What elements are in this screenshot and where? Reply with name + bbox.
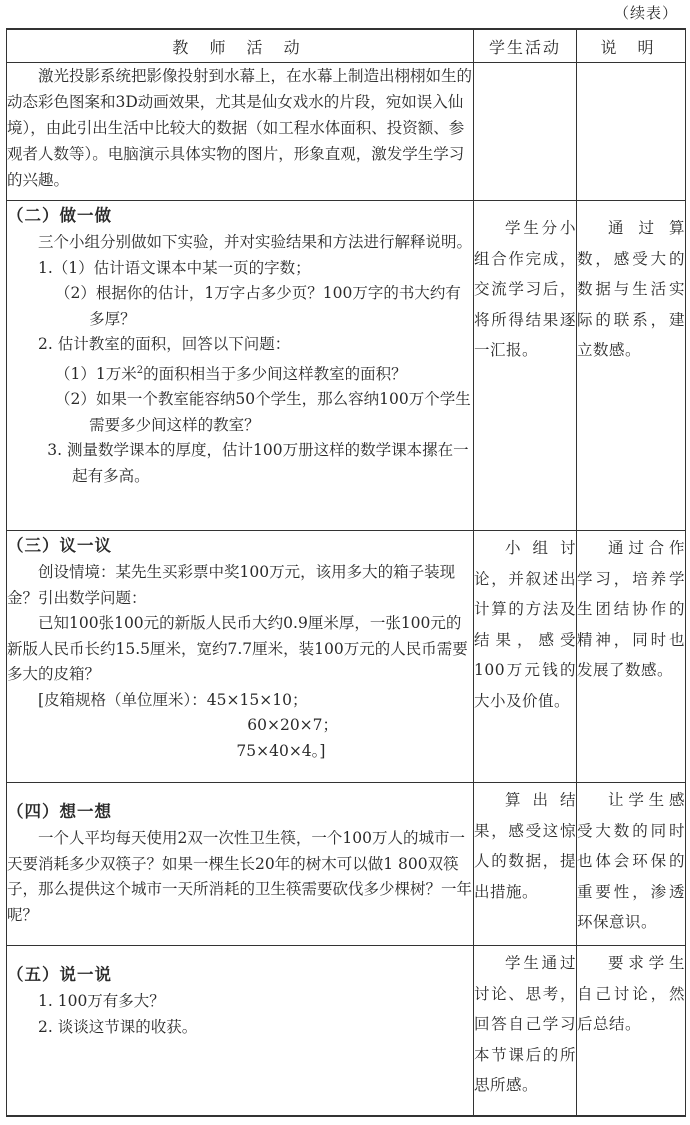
section-2-note: 通过算数，感受大的数据与生活实际的联系，建立数感。 bbox=[577, 219, 685, 359]
header-teacher: 教 师 活 动 bbox=[7, 29, 474, 63]
section-2-student: 学生分小组合作完成，交流学习后，将所得结果逐一汇报。 bbox=[474, 219, 576, 359]
section-4-title: （四）想一想 bbox=[7, 802, 112, 821]
section-5-title: （五）说一说 bbox=[7, 965, 112, 984]
section-3-note: 通过合作学习，培养学生团结协作的精神，同时也发展了数感。 bbox=[577, 539, 685, 679]
intro-text: 激光投影系统把影像投射到水幕上，在水幕上制造出栩栩如生的动态彩色图案和3D动画效果，尤其是仙女戏水的片段，宛如误入仙境），由此引出生活中比较大的数据（如工程水体面积、投资额、参观者人数等）。电脑演示具体实物的图片，形象直观，激发学生学习的兴趣。 bbox=[7, 67, 473, 189]
header-note: 说 明 bbox=[577, 29, 686, 63]
section-3-title: （三）议一议 bbox=[7, 536, 112, 555]
section-2-item-2-2: （2）如果一个教室能容纳50个学生，那么容纳100万个学生需要多少间这样的教室？ bbox=[55, 390, 471, 434]
section-3-student: 小组讨论，并叙述出计算的方法及结果，感受100万元钱的大小及价值。 bbox=[474, 539, 576, 710]
section-3-spec-1: [皮箱规格（单位厘米）：45×15×10； bbox=[38, 690, 308, 709]
section-5-item-1: 1. 100万有多大？ bbox=[38, 992, 165, 1010]
section-5-note: 要求学生自己讨论，然后总结。 bbox=[577, 954, 685, 1033]
section-5-item-2: 2. 谈谈这节课的收获。 bbox=[38, 1017, 198, 1036]
superscript-2: 2 bbox=[136, 364, 144, 376]
row-section-3 bbox=[7, 531, 686, 783]
continued-label: （续表） bbox=[613, 4, 678, 22]
section-2-item-2-1 bbox=[7, 358, 473, 388]
header-student: 学生活动 bbox=[474, 29, 577, 63]
section-3-p2: 已知100张100元的新版人民币大约0.9厘米厚，一张100元的新版人民币长约15.5厘米，宽约7.7厘米，装100万元的人民币需要多大的皮箱？ bbox=[7, 614, 468, 683]
section-2-title: （二）做一做 bbox=[7, 206, 112, 225]
section-5-student: 学生通过讨论、思考，回答自己学习本节课后的所思所感。 bbox=[474, 954, 576, 1094]
section-4-p1: 一个人平均每天使用2双一次性卫生筷，一个100万人的城市一天要消耗多少双筷子？如果一棵生长20年的树木可以做1 800双筷子，那么提供这个城市一天所消耗的卫生筷需要砍伐多少棵树？一年呢？ bbox=[7, 829, 473, 924]
row-section-4 bbox=[7, 783, 686, 946]
section-4-note: 让学生感受大数的同时也体会环保的重要性，渗透环保意识。 bbox=[577, 791, 685, 931]
section-2-item-1-1: 1.（1）估计语文课本中某一页的字数； bbox=[38, 258, 311, 277]
row-section-2 bbox=[7, 201, 686, 531]
section-3-spec-3: 75×40×4。] bbox=[236, 741, 326, 760]
section-3-p1: 创设情境：某先生买彩票中奖100万元，该用多大的箱子装现金？引出数学问题： bbox=[7, 563, 456, 607]
header-row bbox=[7, 29, 686, 63]
section-4-student: 算出结果，感受这惊人的数据，提出措施。 bbox=[474, 791, 576, 901]
row-section-5 bbox=[7, 946, 686, 1116]
section-2-item-2-1-text: （1）1万米 bbox=[55, 364, 137, 383]
section-2-item-2: 2. 估计教室的面积，回答以下问题： bbox=[38, 335, 291, 353]
section-2-item-3: 3. 测量数学课本的厚度，估计100万册这样的数学课本摞在一起有多高。 bbox=[47, 441, 469, 485]
section-2-desc: 三个小组分别做如下实验，并对实验结果和方法进行解释说明。 bbox=[38, 233, 473, 251]
section-2-item-2-1-rest: 的面积相当于多少间这样教室的面积？ bbox=[143, 364, 407, 383]
section-2-item-1-2: （2）根据你的估计，1万字占多少页？100万字的书大约有多厚？ bbox=[55, 284, 461, 328]
section-3-spec-2: 60×20×7； bbox=[247, 716, 339, 734]
row-intro bbox=[7, 63, 686, 201]
lesson-plan-table bbox=[6, 28, 686, 1117]
